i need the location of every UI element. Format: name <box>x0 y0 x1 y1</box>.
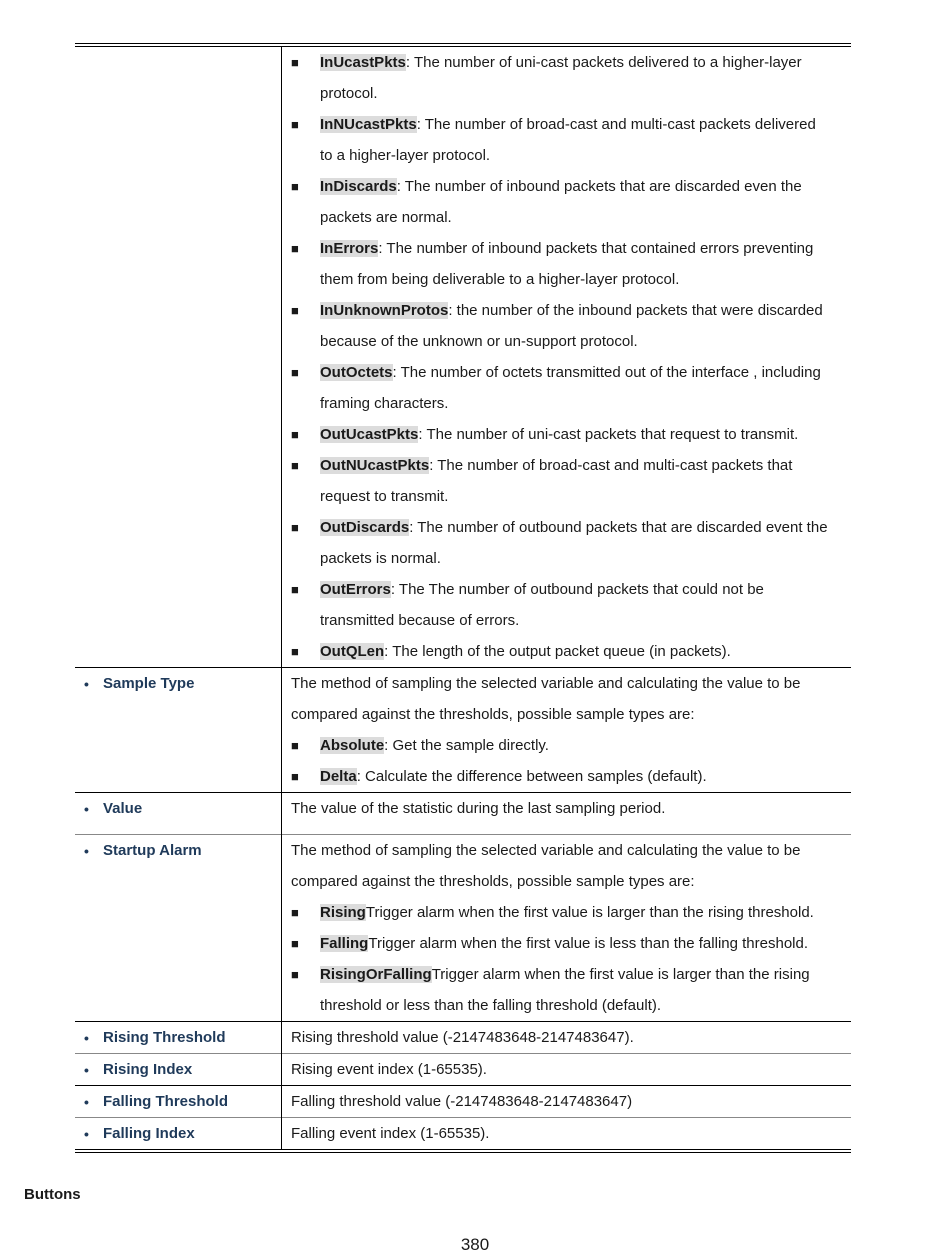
description-cell <box>282 1118 852 1152</box>
term-bullet-item <box>291 897 845 928</box>
description-cell <box>282 1054 852 1086</box>
bullet-dot-icon: • <box>84 800 89 817</box>
object-name: Rising Index <box>103 1061 193 1078</box>
object-name: Falling Index <box>103 1125 195 1142</box>
object-description-table <box>75 43 851 1153</box>
term-description-continued: them from being deliverable to a higher-layer protocol. <box>320 271 680 288</box>
table-row <box>75 835 851 1022</box>
description-text: compared against the thresholds, possible sample types are: <box>291 873 695 890</box>
term-description-continued: framing characters. <box>320 395 449 412</box>
square-bullet-icon: ■ <box>291 55 299 70</box>
term-description: Trigger alarm when the first value is larger than the rising threshold. <box>365 904 814 921</box>
term-description: : The number of inbound packets that are discarded even the <box>396 178 802 195</box>
option-list <box>291 897 845 1021</box>
bullet-dot-icon: • <box>84 1125 89 1142</box>
counter-list <box>291 47 845 667</box>
table-row <box>75 793 851 835</box>
square-bullet-icon: ■ <box>291 905 299 920</box>
term-description-continued: request to transmit. <box>320 488 449 505</box>
term-bullet-item <box>291 295 845 357</box>
term-body <box>320 730 549 761</box>
object-cell <box>75 45 282 668</box>
square-bullet-icon: ■ <box>291 738 299 753</box>
section-heading: Buttons <box>24 1186 81 1203</box>
term-name: InUcastPkts <box>320 54 406 71</box>
object-cell <box>75 1054 282 1086</box>
term-body <box>320 928 808 959</box>
term-name: OutDiscards <box>320 519 410 536</box>
term-description-continued: packets is normal. <box>320 550 441 567</box>
term-bullet-item <box>291 730 845 761</box>
term-description-continued: to a higher-layer protocol. <box>320 147 491 164</box>
term-bullet-item <box>291 233 845 295</box>
term-bullet-item <box>291 450 845 512</box>
object-cell <box>75 793 282 835</box>
term-name: InNUcastPkts <box>320 116 417 133</box>
term-bullet-item <box>291 761 845 792</box>
term-name: OutUcastPkts <box>320 426 419 443</box>
term-description: Trigger alarm when the first value is larger than the rising <box>431 966 810 983</box>
object-name: Startup Alarm <box>103 842 202 859</box>
term-body <box>320 450 792 512</box>
square-bullet-icon: ■ <box>291 117 299 132</box>
term-bullet-item <box>291 419 845 450</box>
term-description: : the number of the inbound packets that were discarded <box>448 302 823 319</box>
description-text: The method of sampling the selected variable and calculating the value to be <box>291 675 801 692</box>
square-bullet-icon: ■ <box>291 520 299 535</box>
object-label <box>75 668 281 699</box>
term-body <box>320 761 707 792</box>
term-body <box>320 47 802 109</box>
term-name: InDiscards <box>320 178 397 195</box>
object-cell <box>75 1086 282 1118</box>
description-text: Rising event index (1-65535). <box>291 1061 487 1078</box>
term-bullet-item <box>291 171 845 233</box>
bullet-dot-icon: • <box>84 675 89 692</box>
bullet-dot-icon: • <box>84 1093 89 1110</box>
square-bullet-icon: ■ <box>291 644 299 659</box>
description-cell <box>282 793 852 835</box>
description-cell <box>282 45 852 668</box>
description-text: The value of the statistic during the last sampling period. <box>291 800 666 817</box>
term-description: : The number of inbound packets that contained errors preventing <box>378 240 814 257</box>
description-cell <box>282 1022 852 1054</box>
square-bullet-icon: ■ <box>291 769 299 784</box>
object-name: Falling Threshold <box>103 1093 229 1110</box>
term-name: Absolute <box>320 737 385 754</box>
term-description: : The number of octets transmitted out of the interface , including <box>392 364 821 381</box>
description-text: Falling threshold value (-2147483648-2147483647) <box>291 1093 633 1110</box>
object-cell <box>75 1118 282 1152</box>
term-body <box>320 295 823 357</box>
square-bullet-icon: ■ <box>291 365 299 380</box>
term-name: OutNUcastPkts <box>320 457 430 474</box>
object-cell <box>75 668 282 793</box>
term-body <box>320 897 814 928</box>
term-name: OutOctets <box>320 364 393 381</box>
term-description-continued: transmitted because of errors. <box>320 612 520 629</box>
term-bullet-item <box>291 357 845 419</box>
description-text: The method of sampling the selected variable and calculating the value to be <box>291 842 801 859</box>
object-name: Sample Type <box>103 675 195 692</box>
square-bullet-icon: ■ <box>291 179 299 194</box>
term-description: : Get the sample directly. <box>384 737 549 754</box>
term-name: InErrors <box>320 240 379 257</box>
object-label <box>75 1054 281 1085</box>
option-list <box>291 730 845 792</box>
term-body <box>320 419 798 450</box>
object-cell <box>75 835 282 1022</box>
table-row <box>75 45 851 668</box>
term-bullet-item <box>291 109 845 171</box>
object-label <box>75 1086 281 1117</box>
object-label <box>75 1022 281 1053</box>
object-label <box>75 835 281 866</box>
term-description: : The number of broad-cast and multi-cast packets that <box>429 457 793 474</box>
bullet-dot-icon: • <box>84 1061 89 1078</box>
term-body <box>320 574 764 636</box>
term-description: : The length of the output packet queue (in packets). <box>384 643 731 660</box>
term-description: : The number of broad-cast and multi-cast packets delivered <box>416 116 816 133</box>
term-description: : The number of outbound packets that are discarded event the <box>409 519 828 536</box>
term-body <box>320 109 816 171</box>
term-body <box>320 512 828 574</box>
table-row <box>75 1086 851 1118</box>
term-description: : The number of uni-cast packets delivered to a higher-layer <box>405 54 802 71</box>
term-description: : The The number of outbound packets that could not be <box>390 581 764 598</box>
term-bullet-item <box>291 636 845 667</box>
term-name: RisingOrFalling <box>320 966 432 983</box>
square-bullet-icon: ■ <box>291 582 299 597</box>
term-name: Delta <box>320 768 357 785</box>
term-body <box>320 171 802 233</box>
object-label <box>75 793 281 824</box>
term-name: OutErrors <box>320 581 391 598</box>
description-text: Rising threshold value (-2147483648-2147483647). <box>291 1029 634 1046</box>
term-body <box>320 636 731 667</box>
description-text: Falling event index (1-65535). <box>291 1125 490 1142</box>
square-bullet-icon: ■ <box>291 967 299 982</box>
square-bullet-icon: ■ <box>291 241 299 256</box>
term-body <box>320 959 810 1021</box>
description-text: compared against the thresholds, possible sample types are: <box>291 706 695 723</box>
term-bullet-item <box>291 959 845 1021</box>
table-row <box>75 1054 851 1086</box>
bullet-dot-icon: • <box>84 842 89 859</box>
term-body <box>320 357 821 419</box>
term-bullet-item <box>291 47 845 109</box>
term-name: Falling <box>320 935 369 952</box>
term-name: Rising <box>320 904 366 921</box>
page-number: 380 <box>460 1235 490 1254</box>
square-bullet-icon: ■ <box>291 427 299 442</box>
square-bullet-icon: ■ <box>291 458 299 473</box>
term-name: InUnknownProtos <box>320 302 449 319</box>
term-description-continued: protocol. <box>320 85 378 102</box>
table-row <box>75 668 851 793</box>
term-description-continued: because of the unknown or un-support protocol. <box>320 333 638 350</box>
table-row <box>75 1022 851 1054</box>
object-cell <box>75 1022 282 1054</box>
term-description-continued: threshold or less than the falling threshold (default). <box>320 997 662 1014</box>
description-cell <box>282 835 852 1022</box>
term-description: Trigger alarm when the first value is less than the falling threshold. <box>368 935 809 952</box>
term-bullet-item <box>291 512 845 574</box>
term-name: OutQLen <box>320 643 385 660</box>
square-bullet-icon: ■ <box>291 936 299 951</box>
term-body <box>320 233 813 295</box>
term-bullet-item <box>291 928 845 959</box>
object-name: Rising Threshold <box>103 1029 226 1046</box>
term-description: : The number of uni-cast packets that request to transmit. <box>418 426 799 443</box>
square-bullet-icon: ■ <box>291 303 299 318</box>
description-cell <box>282 1086 852 1118</box>
term-description: : Calculate the difference between samples (default). <box>356 768 707 785</box>
term-description-continued: packets are normal. <box>320 209 452 226</box>
object-label <box>75 1118 281 1149</box>
bullet-dot-icon: • <box>84 1029 89 1046</box>
object-name: Value <box>103 800 143 817</box>
term-bullet-item <box>291 574 845 636</box>
description-cell <box>282 668 852 793</box>
table-row <box>75 1118 851 1152</box>
